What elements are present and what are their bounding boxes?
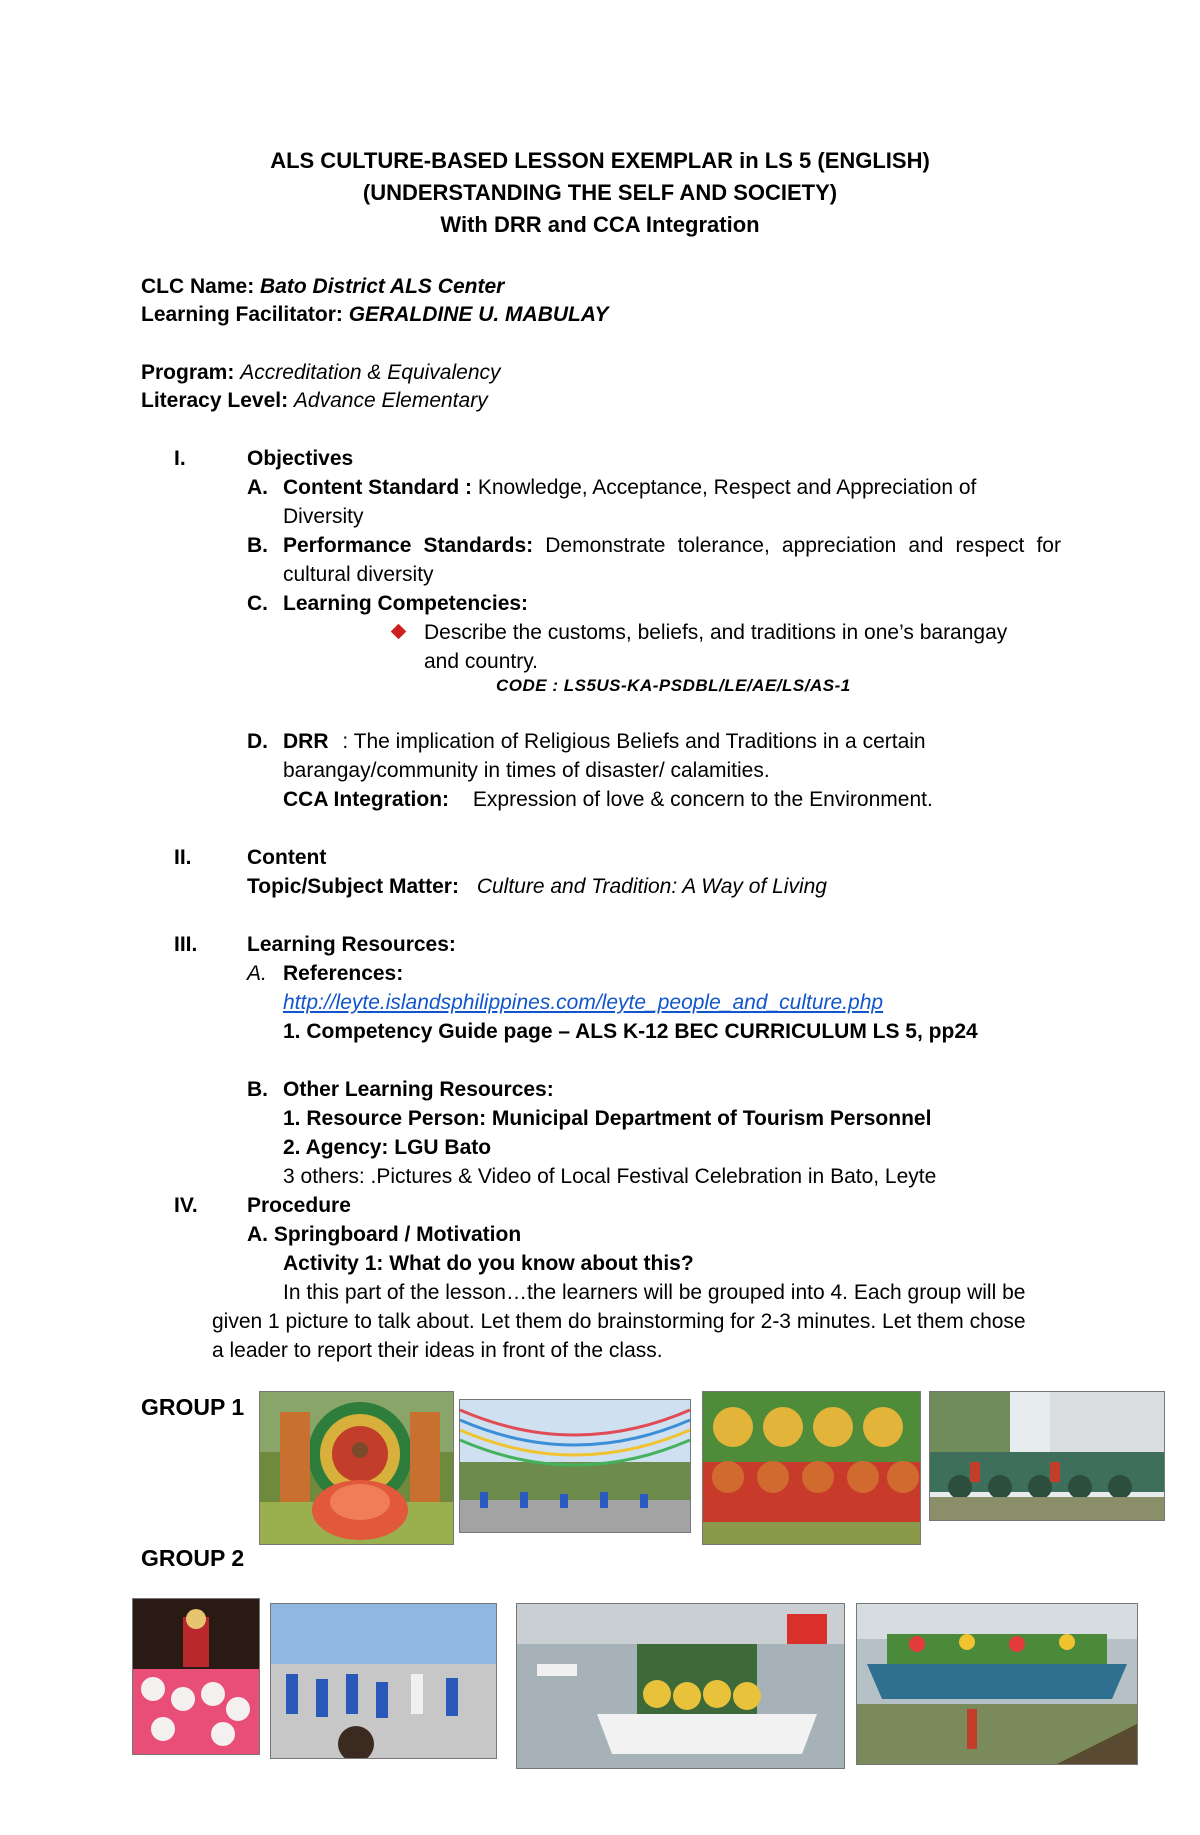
street-dancers-photo (270, 1603, 497, 1759)
cca-integration (283, 787, 933, 812)
procedure-paragraph-line-1: In this part of the lesson…the learners will be grouped into 4. Each group will be (283, 1281, 1026, 1304)
facilitator-label: Learning Facilitator: (141, 303, 343, 326)
content-heading: Content (247, 846, 327, 869)
content-standard-text: Knowledge, Acceptance, Respect and Appreciation of (477, 476, 977, 499)
title-line-3: With DRR and CCA Integration (440, 212, 760, 237)
topic (247, 874, 827, 899)
other-resources-letter: B. (247, 1078, 268, 1101)
section-num-3: III. (174, 933, 198, 956)
competency-bullet-text-cont: and country. (424, 650, 539, 673)
procedure-heading: Procedure (247, 1194, 351, 1217)
decorated-boats-photo (856, 1603, 1138, 1765)
program (141, 360, 501, 385)
other-resource-1: 1. Resource Person: Municipal Department of Tourism Personnel (283, 1107, 932, 1130)
section-num-4: IV. (174, 1194, 198, 1217)
objective-c-letter: C. (247, 592, 268, 615)
dancers-costumes-photo (702, 1391, 921, 1545)
objectives-heading: Objectives (247, 447, 354, 470)
group-1-label: GROUP 1 (141, 1394, 245, 1420)
drr-text: : The implication of Religious Beliefs and Traditions in a certain (342, 730, 926, 753)
clc-value: Bato District ALS Center (260, 275, 505, 298)
objective-d-letter: D. (247, 730, 268, 753)
facilitator-value: GERALDINE U. MABULAY (348, 303, 609, 326)
street-decorations-photo (459, 1399, 691, 1533)
other-resource-3: 3 others: .Pictures & Video of Local Festival Celebration in Bato, Leyte (283, 1165, 937, 1188)
topic-label: Topic/Subject Matter: (247, 875, 459, 898)
other-resource-2: 2. Agency: LGU Bato (283, 1136, 492, 1159)
learning-facilitator (141, 302, 608, 327)
program-label: Program: (141, 361, 235, 384)
objective-a-letter: A. (247, 476, 268, 499)
drr (283, 729, 926, 754)
drr-text-cont: barangay/community in times of disaster/ calamities. (283, 759, 770, 782)
section-num-2: II. (174, 846, 192, 869)
bullet-diamond-icon (391, 624, 407, 640)
reference-1: 1. Competency Guide page – ALS K-12 BEC CURRICULUM LS 5, pp24 (283, 1020, 978, 1043)
procedure-paragraph-line-3: a leader to report their ideas in front of the class. (212, 1339, 663, 1362)
cca-label: CCA Integration: (283, 788, 450, 811)
literacy-label: Literacy Level: (141, 389, 289, 412)
fluvial-procession-photo (516, 1603, 845, 1769)
santo-nino-altar-photo (132, 1598, 260, 1755)
learning-resources-heading: Learning Resources: (247, 933, 456, 956)
clc-label: CLC Name: (141, 275, 255, 298)
section-num-1: I. (174, 447, 186, 470)
program-value: Accreditation & Equivalency (240, 361, 501, 384)
festival-queen-photo (259, 1391, 454, 1545)
street-parade-photo (929, 1391, 1165, 1521)
performance-standards-text-cont: cultural diversity (283, 563, 434, 586)
performance-standards (283, 533, 1061, 558)
content-standard-label: Content Standard : (283, 476, 472, 499)
activity-1-title: Activity 1: What do you know about this? (283, 1252, 694, 1275)
springboard-label: A. Springboard / Motivation (247, 1223, 522, 1246)
performance-standards-label: Performance Standards: (283, 534, 534, 557)
objective-b-letter: B. (247, 534, 268, 557)
topic-value: Culture and Tradition: A Way of Living (476, 875, 827, 898)
other-resources-label: Other Learning Resources: (283, 1078, 554, 1101)
group-2-label: GROUP 2 (141, 1545, 245, 1571)
content-standard-text-cont: Diversity (283, 505, 364, 528)
drr-label: DRR (283, 730, 329, 753)
competency-bullet-text: Describe the customs, beliefs, and traditions in one’s barangay (424, 621, 1008, 644)
content-standard (283, 475, 976, 500)
literacy-level (141, 388, 488, 413)
procedure-paragraph-line-2: given 1 picture to talk about. Let them do brainstorming for 2-3 minutes. Let them chose (212, 1310, 1026, 1333)
title-line-2: (UNDERSTANDING THE SELF AND SOCIETY) (362, 180, 838, 205)
references-letter: A. (247, 962, 267, 985)
reference-link[interactable]: http://leyte.islandsphilippines.com/leyte_people_and_culture.php (283, 991, 884, 1014)
learning-competencies-label: Learning Competencies: (283, 592, 529, 615)
competency-code: CODE : LS5US-KA-PSDBL/LE/AE/LS/AS-1 (496, 676, 851, 695)
performance-standards-text: Demonstrate tolerance, appreciation and respect for (545, 534, 1061, 557)
cca-text: Expression of love & concern to the Environment. (472, 788, 933, 811)
title-line-1: ALS CULTURE-BASED LESSON EXEMPLAR in LS 5 (ENGLISH) (270, 148, 930, 173)
references-label: References: (283, 962, 404, 985)
literacy-value: Advance Elementary (293, 389, 488, 412)
clc-name (141, 274, 504, 299)
